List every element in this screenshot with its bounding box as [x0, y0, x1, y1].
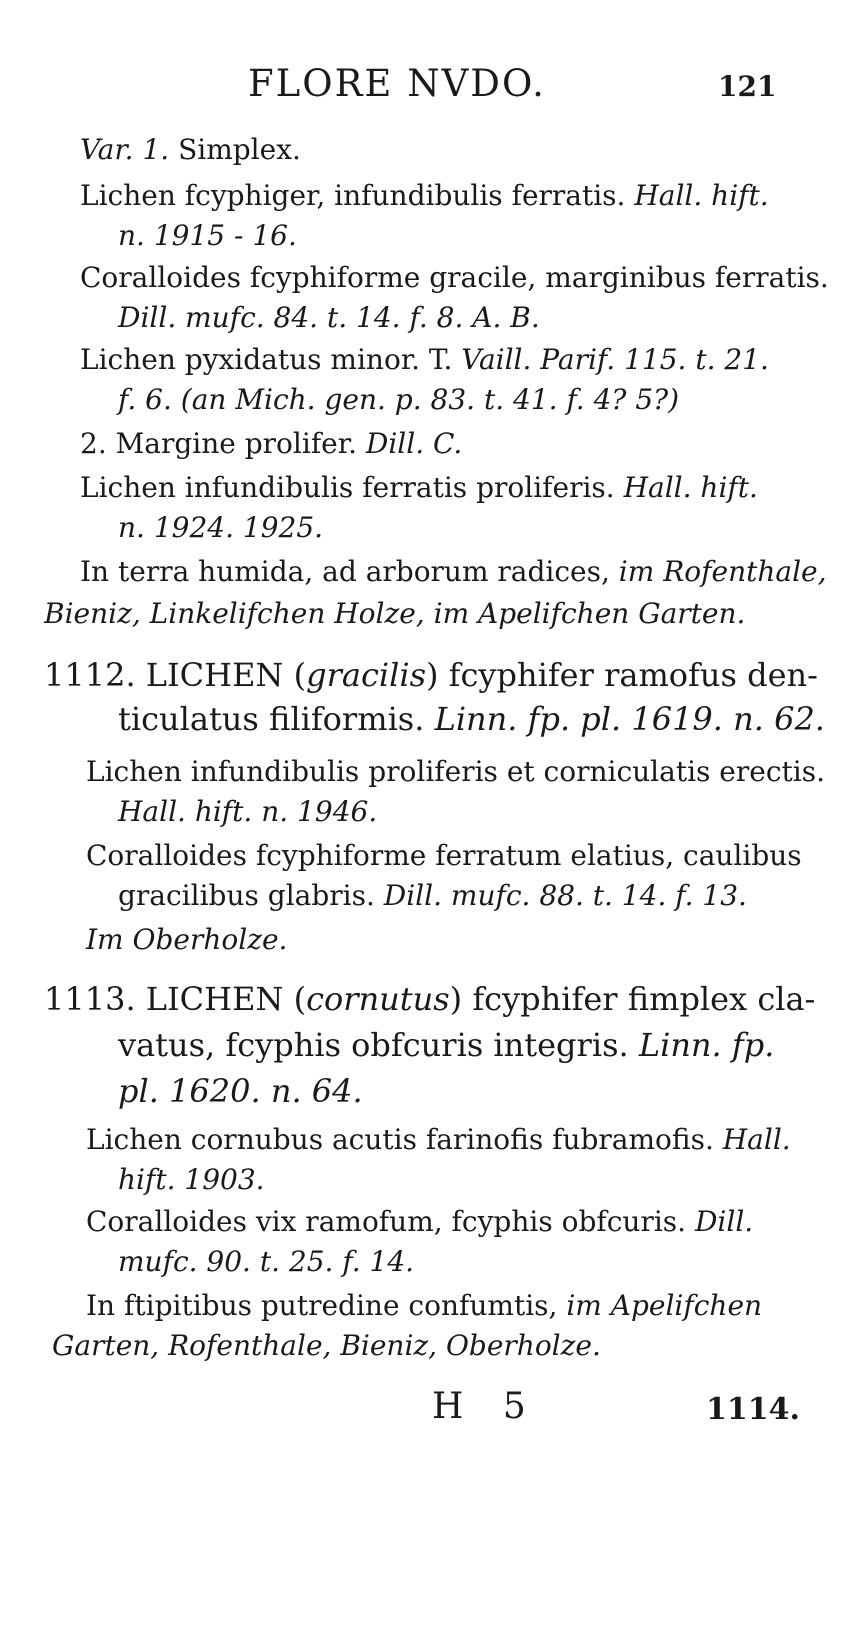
roman-segment: Lichen infundibulis ferratis proliferis.: [80, 471, 624, 504]
italic-segment: gracilis: [306, 656, 426, 694]
text-line: [80, 340, 769, 380]
roman-segment: vatus, fcyphis obfcuris integris.: [118, 1026, 639, 1064]
roman-segment: 2. Margine prolifer.: [80, 427, 366, 460]
text-line: [118, 508, 323, 548]
text-line: [52, 1326, 601, 1366]
text-line: [86, 752, 825, 792]
italic-segment: Linn. fp.: [638, 1026, 775, 1064]
text-line: [118, 298, 540, 338]
roman-segment: Lichen infundibulis proliferis et corniculatis erectis.: [86, 755, 825, 788]
roman-segment: Lichen pyxidatus minor. T.: [80, 343, 462, 376]
italic-segment: Dill.: [694, 1205, 754, 1238]
roman-segment: Lichen fcyphiger, infundibulis ferratis.: [80, 179, 635, 212]
text-line: [118, 1242, 414, 1282]
roman-segment: Simplex.: [169, 133, 301, 166]
text-line: [118, 792, 377, 832]
roman-segment: Lichen cornubus acutis farinofis fubramofis.: [86, 1123, 723, 1156]
italic-segment: im Rofenthale,: [618, 555, 827, 588]
text-line: [86, 1120, 791, 1160]
text-line: [86, 920, 287, 960]
italic-segment: pl. 1620. n. 64.: [118, 1072, 363, 1110]
italic-segment: f. 6. (an Mich. gen. p. 83. t. 41. f. 4? 5?): [118, 383, 680, 416]
italic-segment: Bieniz, Linkelifchen Holze, im Apelifchen Garten.: [44, 597, 746, 630]
text-line: [118, 1160, 265, 1200]
italic-segment: cornutus: [306, 980, 450, 1018]
roman-segment: Coralloides fcyphiforme gracile, marginibus ferratis.: [80, 261, 829, 294]
text-line: [80, 258, 829, 298]
roman-segment: ticulatus filiformis.: [118, 700, 435, 738]
italic-segment: Hall. hift.: [623, 471, 758, 504]
text-line: [118, 1068, 363, 1114]
text-line: [86, 1202, 753, 1242]
text-line: [44, 652, 818, 698]
running-head: FLORE NVDO.: [248, 62, 546, 105]
italic-segment: Dill. mufc. 88. t. 14. f. 13.: [383, 879, 747, 912]
italic-segment: Garten, Rofenthale, Bieniz, Oberholze.: [52, 1329, 601, 1362]
roman-segment: 1112. LICHEN (: [44, 656, 307, 694]
roman-segment: 1113. LICHEN (: [44, 980, 307, 1018]
roman-segment: In ftipitibus putredine confumtis,: [86, 1289, 567, 1322]
text-line: [80, 424, 462, 464]
italic-segment: Dill. mufc. 84. t. 14. f. 8. A. B.: [118, 301, 540, 334]
roman-segment: In terra humida, ad arborum radices,: [80, 555, 619, 588]
italic-segment: mufc. 90. t. 25. f. 14.: [118, 1245, 415, 1278]
roman-segment: gracilibus glabris.: [118, 879, 384, 912]
catchword: 1114.: [706, 1392, 800, 1427]
italic-segment: Hall.: [722, 1123, 791, 1156]
text-line: [80, 552, 827, 592]
text-line: [86, 836, 802, 876]
page-number: 121: [718, 70, 777, 103]
text-line: [118, 380, 679, 420]
italic-segment: Hall. hift.: [634, 179, 769, 212]
italic-segment: n. 1924. 1925.: [118, 511, 324, 544]
text-line: [44, 976, 815, 1022]
text-line: [86, 1286, 762, 1326]
italic-segment: Hall. hift. n. 1946.: [118, 795, 378, 828]
italic-segment: Im Oberholze.: [86, 923, 288, 956]
text-line: [118, 216, 297, 256]
text-line: [44, 594, 745, 634]
roman-segment: Coralloides fcyphiforme ferratum elatius, caulibus: [86, 839, 802, 872]
italic-segment: hift. 1903.: [118, 1163, 265, 1196]
italic-segment: n. 1915 - 16.: [118, 219, 297, 252]
italic-segment: im Apelifchen: [566, 1289, 763, 1322]
italic-segment: Dill. C.: [365, 427, 463, 460]
text-line: [118, 876, 747, 916]
italic-segment: Linn. fp. pl. 1619. n. 62.: [434, 700, 825, 738]
text-line: [118, 696, 825, 742]
text-line: [80, 130, 301, 170]
text-line: [80, 176, 769, 216]
italic-segment: Vaill. Parif. 115. t. 21.: [461, 343, 769, 376]
text-line: [118, 1022, 774, 1068]
signature-mark: H 5: [432, 1386, 540, 1427]
text-line: [80, 468, 758, 508]
roman-segment: Coralloides vix ramofum, fcyphis obfcuris.: [86, 1205, 695, 1238]
italic-segment: Var. 1.: [80, 133, 170, 166]
roman-segment: ) fcyphifer fimplex cla-: [449, 980, 816, 1018]
roman-segment: ) fcyphifer ramofus den-: [425, 656, 818, 694]
